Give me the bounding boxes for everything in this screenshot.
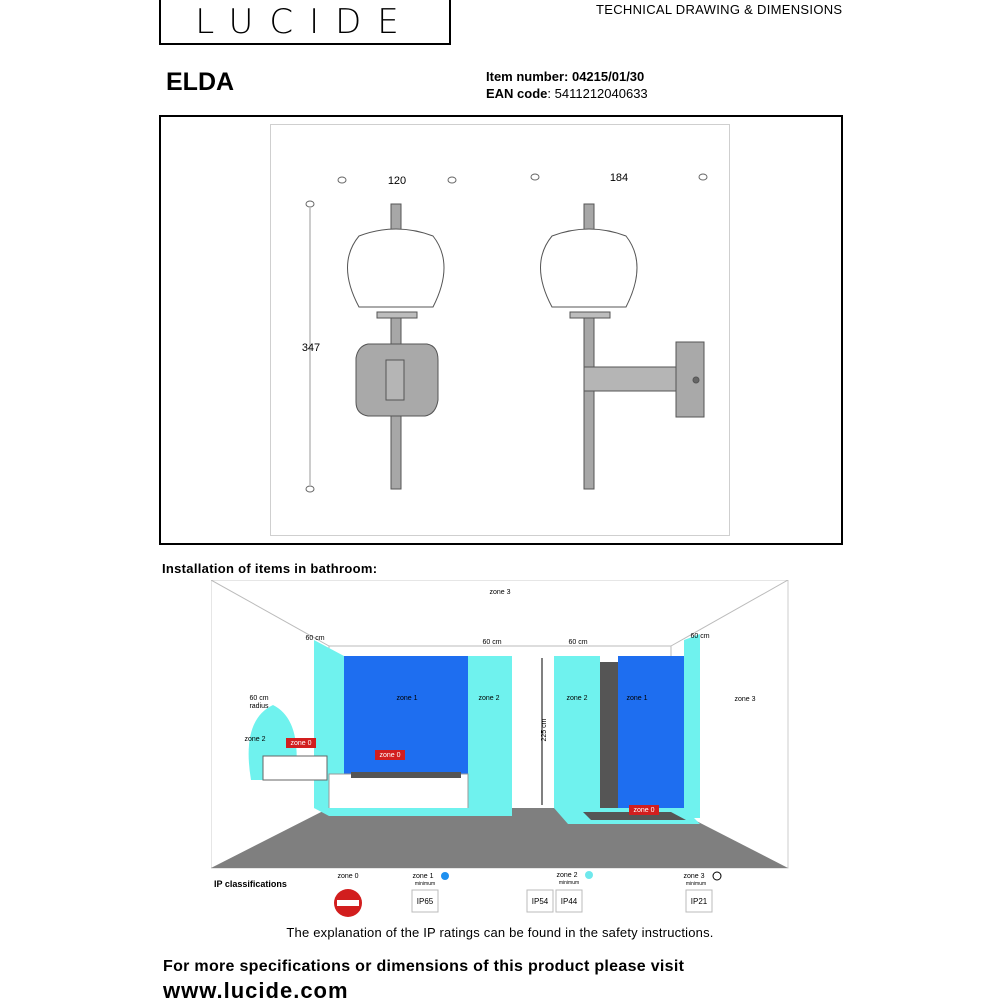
zone1-right-area (618, 656, 684, 812)
item-number-label: Item number: (486, 69, 569, 84)
dim-marker-front-right (448, 177, 456, 183)
side-view (541, 204, 705, 489)
width-front-label: 120 (387, 175, 407, 187)
product-meta (486, 68, 648, 102)
ip-zone3-label: zone 3 (683, 873, 705, 880)
item-number: 04215/01/30 (571, 69, 645, 84)
radius-label-line2: radius (249, 703, 269, 710)
dist-right-label: 60 cm (690, 633, 710, 640)
ip-zone3-minimum: minimum (685, 881, 707, 887)
ip-zone1-minimum: minimum (414, 881, 436, 887)
zone1-color-dot (441, 872, 449, 880)
document-type-label: TECHNICAL DRAWING & DIMENSIONS (596, 2, 843, 17)
zone1-right-label: zone 1 (626, 695, 648, 702)
width-side-label: 184 (609, 172, 629, 184)
bathtub (329, 774, 468, 812)
brand-logo: LUCIDE (195, 2, 415, 42)
lamp-technical-drawing (270, 124, 730, 536)
dim-marker-side-left (531, 174, 539, 180)
bathroom-zones-diagram (211, 580, 789, 870)
ip44-label: IP44 (560, 897, 578, 906)
zone2-left-label: zone 2 (478, 695, 500, 702)
dist-left-label: 60 cm (305, 635, 325, 642)
ip54-label: IP54 (531, 897, 549, 906)
website-link[interactable]: www.lucide.com (163, 978, 349, 1003)
radius-label-line1: 60 cm (249, 695, 269, 702)
ip65-label: IP65 (416, 897, 434, 906)
ip-zone2-minimum: minimum (558, 880, 580, 886)
shower-panel (600, 662, 618, 810)
footer-text: For more specifications or dimensions of this product please visit (163, 958, 685, 975)
bathroom-section-title: Installation of items in bathroom: (162, 561, 378, 576)
ean-code: : 5411212040633 (547, 86, 648, 101)
dim-marker-top (306, 201, 314, 207)
ip-classifications (211, 868, 789, 920)
zone2-right-label: zone 2 (566, 695, 588, 702)
zone1-left-label: zone 1 (396, 695, 418, 702)
ip-zone2-label: zone 2 (556, 872, 578, 879)
zone3-top-label: zone 3 (489, 589, 511, 596)
sink (263, 756, 327, 780)
ip21-label: IP21 (690, 897, 708, 906)
zone0-sink-label: zone 0 (290, 740, 312, 747)
zone0-shower-label: zone 0 (633, 807, 655, 814)
ean-label: EAN code (486, 86, 548, 101)
height-225-label: 225 cm (541, 718, 548, 742)
zone2-bath-side (468, 656, 512, 808)
zone3-color-dot (713, 872, 721, 880)
product-name: ELDA (166, 68, 235, 96)
dim-marker-bottom (306, 486, 314, 492)
dist-center-right-label: 60 cm (568, 639, 588, 646)
dim-marker-side-right (699, 174, 707, 180)
ip-zone0-label: zone 0 (337, 873, 359, 880)
dist-center-left-label: 60 cm (482, 639, 502, 646)
height-label: 347 (301, 342, 321, 354)
ip-ratings-note: The explanation of the IP ratings can be found in the safety instructions. (286, 925, 714, 940)
zone2-right-wall (554, 656, 600, 808)
ip-title: IP classifications (214, 879, 287, 889)
zone2-sink-label: zone 2 (244, 736, 266, 743)
zone1-left-area (344, 656, 468, 774)
zone0-bath-label: zone 0 (379, 752, 401, 759)
zone3-right-label: zone 3 (734, 696, 756, 703)
front-view (348, 204, 445, 489)
ip-zone1-label: zone 1 (412, 873, 434, 880)
zone2-color-dot (585, 871, 593, 879)
dim-marker-front-left (338, 177, 346, 183)
